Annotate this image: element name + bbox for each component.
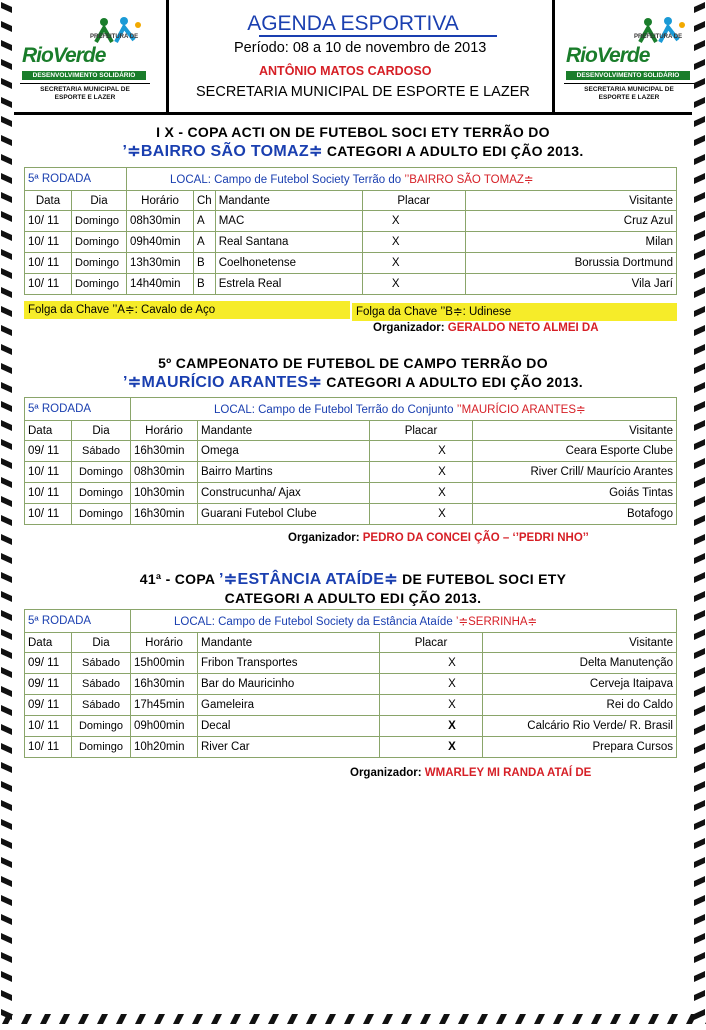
cell-visitante: Rei do Caldo (483, 695, 677, 716)
organizador-name: GERALDO NETO ALMEI DA (447, 322, 599, 334)
cell-visitante: Cruz Azul (465, 211, 676, 232)
col-header-dia: Dia (72, 421, 131, 441)
cell-mandante: River Car (198, 737, 380, 758)
cell-placar: X (422, 716, 483, 737)
cell-horario: 09h00min (131, 716, 198, 737)
table-row (25, 274, 677, 295)
cell-data: 09/ 11 (25, 653, 72, 674)
cell-horario: 16h30min (131, 674, 198, 695)
logo-secretaria (564, 83, 694, 102)
cell-horario: 16h30min (131, 504, 198, 525)
cell-data: 10/ 11 (25, 253, 72, 274)
table-row (25, 232, 677, 253)
cell-placar-home (370, 504, 413, 525)
cell-placar: X (422, 695, 483, 716)
cell-data: 09/ 11 (25, 674, 72, 695)
section3-title-prefix: 41ª - COPA (139, 571, 215, 587)
section1-folga-b: Folga da Chave ’’B≑: Udinese (352, 303, 677, 321)
cell-dia: Domingo (72, 232, 127, 253)
section2-organizador (288, 532, 589, 544)
cell-visitante: Calcário Rio Verde/ R. Brasil (483, 716, 677, 737)
cell-data: 09/ 11 (25, 441, 72, 462)
cell-visitante: Delta Manutenção (483, 653, 677, 674)
border-pattern-right (692, 0, 706, 1024)
cell-visitante: Goiás Tintas (473, 483, 677, 504)
period-text: Período: 08 a 10 de novembro de 2013 (234, 40, 487, 56)
section3-title-suffix: DE FUTEBOL SOCI ETY (402, 571, 567, 587)
section3-title (14, 569, 692, 606)
page-header (14, 0, 692, 116)
cell-placar-home (370, 441, 413, 462)
cell-dia: Domingo (72, 211, 127, 232)
section2-header-row (25, 421, 677, 441)
cell-dia: Sábado (72, 441, 131, 462)
col-header-ch: Ch (194, 191, 216, 211)
cell-ch: A (194, 232, 216, 253)
col-header-dia: Dia (72, 191, 127, 211)
cell-placar: X (362, 253, 429, 274)
cell-horario: 16h30min (131, 441, 198, 462)
border-pattern-left (0, 0, 14, 1024)
section2-title-category: CATEGORI A ADULTO EDI ÇÃO 2013. (326, 374, 583, 390)
section1-local (127, 168, 677, 191)
section3-info-row (25, 610, 677, 633)
col-header-data: Data (25, 421, 72, 441)
section1-local-name: ’’BAIRRO SÃO TOMAZ≑ (404, 174, 534, 186)
cell-data: 10/ 11 (25, 232, 72, 253)
cell-dia: Sábado (72, 674, 131, 695)
cell-visitante: River Crill/ Maurício Arantes (473, 462, 677, 483)
table-row (25, 653, 677, 674)
table-row (25, 211, 677, 232)
col-header-mandante: Mandante (198, 421, 370, 441)
organizador-label: Organizador: (288, 532, 360, 544)
cell-dia: Domingo (72, 737, 131, 758)
col-header-mandante: Mandante (215, 191, 362, 211)
section2-local-name: ’’MAURÍCIO ARANTES≑ (456, 404, 586, 416)
cell-dia: Sábado (72, 695, 131, 716)
cell-placar: X (422, 674, 483, 695)
cell-dia: Domingo (72, 483, 131, 504)
cell-mandante: Gameleira (198, 695, 380, 716)
table-row (25, 462, 677, 483)
cell-placar-home (370, 483, 413, 504)
section1-title-line2 (14, 141, 692, 161)
section3-title-line2: CATEGORI A ADULTO EDI ÇÃO 2013. (224, 590, 482, 606)
section2-local (131, 398, 677, 421)
cell-dia: Domingo (72, 253, 127, 274)
cell-mandante: MAC (215, 211, 362, 232)
cell-mandante: Fribon Transportes (198, 653, 380, 674)
section1-organizador (373, 322, 599, 334)
section2-table (24, 397, 677, 525)
section1-round: 5ª RODADA (25, 168, 127, 191)
section2-title (14, 355, 692, 392)
cell-mandante: Bairro Martins (198, 462, 370, 483)
logo-brand-text: RioVerde (566, 44, 650, 67)
col-header-horario: Horário (131, 421, 198, 441)
cell-placar: X (422, 737, 483, 758)
col-header-data: Data (25, 633, 72, 653)
section2-title-highlight: ’≑MAURÍCIO ARANTES≑ (123, 374, 323, 391)
col-header-data: Data (25, 191, 72, 211)
cell-placar-home (380, 737, 423, 758)
logo-brand-text: RioVerde (22, 44, 106, 67)
cell-data: 10/ 11 (25, 483, 72, 504)
cell-horario: 09h40min (127, 232, 194, 253)
organizador-label: Organizador: (350, 767, 422, 779)
section2-title-line2 (14, 372, 692, 392)
section2-info-row (25, 398, 677, 421)
cell-horario: 08h30min (127, 211, 194, 232)
cell-visitante: Prepara Cursos (483, 737, 677, 758)
logo-secretaria-line2: ESPORTE E LAZER (54, 94, 116, 101)
table-row (25, 674, 677, 695)
logo-prefeitura-label: PREFEITURA DE (90, 34, 139, 40)
cell-placar-score (429, 253, 466, 274)
cell-placar: X (362, 232, 429, 253)
section3-header-row (25, 633, 677, 653)
cell-placar-home (380, 653, 423, 674)
organizador-name: WMARLEY MI RANDA ATAÍ DE (424, 767, 592, 779)
logo-secretaria-line1: SECRETARIA MUNICIPAL DE (584, 86, 674, 93)
cell-data: 10/ 11 (25, 504, 72, 525)
organizador-name: PEDRO DA CONCEI ÇÃO – ‘’PEDRI NHO’’ (362, 532, 589, 544)
logo-prefeitura-label: PREFEITURA DE (634, 34, 683, 40)
cell-visitante: Ceara Esporte Clube (473, 441, 677, 462)
col-header-mandante: Mandante (198, 633, 380, 653)
page-title: AGENDA ESPORTIVA (247, 12, 459, 35)
cell-mandante: Estrela Real (215, 274, 362, 295)
cell-mandante: Construcunha/ Ajax (198, 483, 370, 504)
cell-mandante: Bar do Mauricinho (198, 674, 380, 695)
cell-visitante: Botafogo (473, 504, 677, 525)
title-underline (259, 35, 497, 37)
section3-title-line1 (14, 569, 692, 589)
cell-placar-score (429, 232, 466, 253)
cell-horario: 08h30min (131, 462, 198, 483)
cell-visitante: Cerveja Itaipava (483, 674, 677, 695)
cell-mandante: Decal (198, 716, 380, 737)
cell-horario: 15h00min (131, 653, 198, 674)
cell-mandante: Real Santana (215, 232, 362, 253)
col-header-visitante: Visitante (483, 633, 677, 653)
logo-tagline: DESENVOLVIMENTO SOLIDÁRIO (566, 71, 690, 80)
table-row (25, 504, 677, 525)
section2-round: 5ª RODADA (25, 398, 131, 421)
page-border-bottom (0, 1012, 706, 1024)
cell-dia: Domingo (72, 716, 131, 737)
section2-title-line1: 5º CAMPEONATO DE FUTEBOL DE CAMPO TERRÃO DO (158, 355, 548, 371)
logo-secretaria-line2: ESPORTE E LAZER (598, 94, 660, 101)
cell-placar: X (422, 653, 483, 674)
organizador-label: Organizador: (373, 322, 445, 334)
col-header-dia: Dia (72, 633, 131, 653)
cell-dia: Sábado (72, 653, 131, 674)
table-row (25, 716, 677, 737)
section3-table (24, 609, 677, 758)
section3-organizador (350, 767, 591, 779)
secretary-name: ANTÔNIO MATOS CARDOSO (259, 64, 432, 78)
cell-data: 10/ 11 (25, 462, 72, 483)
cell-placar-home (380, 716, 423, 737)
section3-local-name: ’≑SERRINHA≑ (455, 616, 538, 628)
section2-local-label: LOCAL: Campo de Futebol Terrão do Conjunto (214, 404, 454, 416)
cell-data: 10/ 11 (25, 274, 72, 295)
cell-placar: X (362, 274, 429, 295)
cell-placar: X (412, 462, 473, 483)
page-border-right (692, 0, 706, 1024)
page-border-left (0, 0, 14, 1024)
cell-horario: 14h40min (127, 274, 194, 295)
section3-title-highlight: ’≑ESTÂNCIA ATAÍDE≑ (219, 571, 398, 588)
section3-local (131, 610, 677, 633)
col-header-horario: Horário (127, 191, 194, 211)
cell-placar: X (412, 483, 473, 504)
secretaria-name: SECRETARIA MUNICIPAL DE ESPORTE E LAZER (196, 84, 530, 100)
cell-placar: X (362, 211, 429, 232)
cell-visitante: Borussia Dortmund (465, 253, 676, 274)
logo-tagline: DESENVOLVIMENTO SOLIDÁRIO (22, 71, 146, 80)
cell-ch: B (194, 274, 216, 295)
cell-visitante: Milan (465, 232, 676, 253)
col-header-placar: Placar (380, 633, 483, 653)
col-header-visitante: Visitante (473, 421, 677, 441)
cell-placar: X (412, 504, 473, 525)
section1-title-highlight: ’≑BAIRRO SÃO TOMAZ≑ (122, 143, 323, 160)
cell-placar-home (370, 462, 413, 483)
col-header-horario: Horário (131, 633, 198, 653)
cell-placar-score (429, 274, 466, 295)
table-row (25, 441, 677, 462)
cell-dia: Domingo (72, 274, 127, 295)
cell-mandante: Guarani Futebol Clube (198, 504, 370, 525)
cell-horario: 10h30min (131, 483, 198, 504)
table-row (25, 483, 677, 504)
section1-header-row (25, 191, 677, 211)
section3-local-label: LOCAL: Campo de Futebol Society da Estância Ataíde (174, 616, 453, 628)
cell-data: 10/ 11 (25, 737, 72, 758)
cell-mandante: Coelhonetense (215, 253, 362, 274)
table-row (25, 253, 677, 274)
table-row (25, 695, 677, 716)
cell-horario: 10h20min (131, 737, 198, 758)
cell-ch: A (194, 211, 216, 232)
cell-data: 09/ 11 (25, 695, 72, 716)
cell-data: 10/ 11 (25, 211, 72, 232)
cell-horario: 13h30min (127, 253, 194, 274)
col-header-visitante: Visitante (465, 191, 676, 211)
table-row (25, 737, 677, 758)
header-bottom-rule (14, 112, 692, 115)
section1-local-label: LOCAL: Campo de Futebol Society Terrão do (170, 174, 402, 186)
logo-secretaria (20, 83, 150, 102)
cell-data: 10/ 11 (25, 716, 72, 737)
section1-folga-a: Folga da Chave ’’A≑: Cavalo de Aço (24, 301, 350, 319)
section3-round: 5ª RODADA (25, 610, 131, 633)
cell-visitante: Vila Jarí (465, 274, 676, 295)
col-header-placar: Placar (370, 421, 473, 441)
cell-dia: Domingo (72, 504, 131, 525)
cell-horario: 17h45min (131, 695, 198, 716)
cell-ch: B (194, 253, 216, 274)
cell-placar-home (380, 695, 423, 716)
cell-mandante: Omega (198, 441, 370, 462)
cell-placar-home (380, 674, 423, 695)
cell-dia: Domingo (72, 462, 131, 483)
section1-title (14, 124, 692, 161)
col-header-placar: Placar (362, 191, 465, 211)
logo-secretaria-line1: SECRETARIA MUNICIPAL DE (40, 86, 130, 93)
cell-placar: X (412, 441, 473, 462)
border-pattern-bottom (0, 1013, 706, 1025)
section1-table (24, 167, 677, 295)
section1-info-row (25, 168, 677, 191)
cell-placar-score (429, 211, 466, 232)
section1-title-category: CATEGORI A ADULTO EDI ÇÃO 2013. (326, 143, 584, 159)
section1-title-line1: I X - COPA ACTI ON DE FUTEBOL SOCI ETY TERRÃO DO (156, 124, 550, 140)
